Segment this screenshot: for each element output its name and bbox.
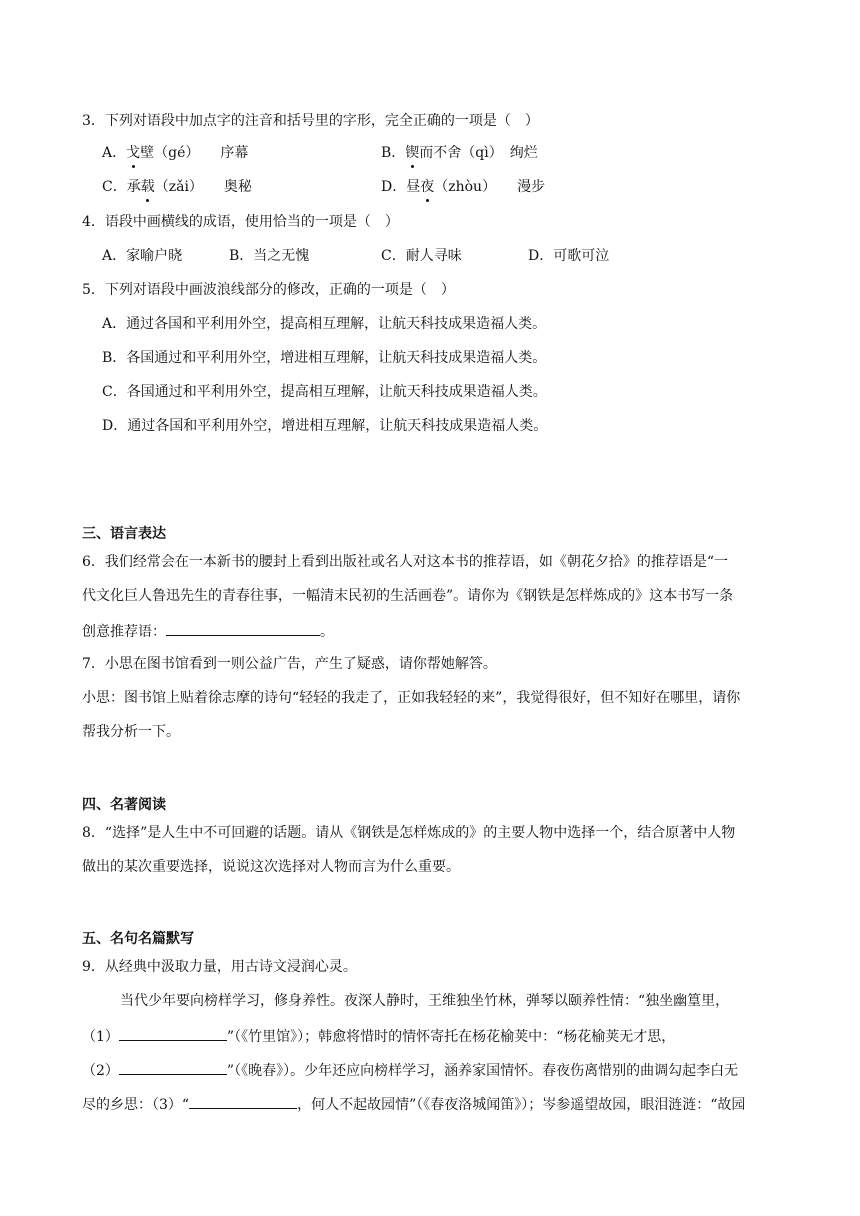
q3-option-c-prefix: C．承	[102, 179, 141, 195]
q3-option-c-rest: （zǎi） 奥秘	[154, 179, 252, 195]
q4-option-d[interactable]: D．可歌可泣	[528, 248, 610, 264]
q3-option-b[interactable]	[381, 143, 538, 163]
q9-blank-1[interactable]	[119, 1025, 227, 1041]
q6-line-1: 6．我们经常会在一本新书的腰封上看到出版社或名人对这本书的推荐语，如《朝花夕拾》的推荐语是“一	[82, 554, 729, 570]
q9-blank-2-label: （2）	[82, 1063, 119, 1079]
q3-option-d-dotted-char: 夜	[420, 179, 435, 195]
q3-option-a-prefix: A．	[102, 145, 127, 161]
q3-option-d[interactable]	[381, 177, 545, 197]
q8-line-1: 8．“选择”是人生中不可回避的话题。请从《钢铁是怎样炼成的》的主要人物中选择一个，结合原著中人物	[82, 825, 736, 841]
q8-line-2: 做出的某次重要选择，说说这次选择对人物而言为什么重要。	[82, 859, 460, 875]
section-3-heading: 三、语言表达	[82, 526, 166, 542]
q7-line-1: 小思：图书馆上贴着徐志摩的诗句“轻轻的我走了，正如我轻轻的来”，我觉得很好，但不知好在哪里，请你	[82, 690, 741, 706]
q9-stem: 9．从经典中汲取力量，用古诗文浸润心灵。	[82, 959, 357, 975]
q3-option-b-prefix: B．	[381, 145, 406, 161]
q9-paragraph-line-2	[82, 1025, 675, 1047]
q6-line-2: 代文化巨人鲁迅先生的青春往事，一幅清末民初的生活画卷”。请你为《钢铁是怎样炼成的》这本书写一条	[82, 588, 734, 604]
q6-line-3-suffix: 。	[320, 624, 334, 640]
q6-line-3	[82, 620, 334, 642]
q6-line-3-prefix: 创意推荐语：	[82, 624, 166, 640]
q3-option-a-rest: 壁（gé） 序幕	[140, 145, 249, 161]
q9-blank-2[interactable]	[119, 1059, 227, 1075]
q3-option-b-dotted-char: 锲	[405, 145, 420, 161]
q5-option-b[interactable]: B．各国通过和平利用外空，增进相互理解，让航天科技成果造福人类。	[102, 350, 547, 366]
q5-option-d[interactable]: D．通过各国和平利用外空，增进相互理解，让航天科技成果造福人类。	[102, 418, 548, 434]
q9-blank-3[interactable]	[189, 1093, 297, 1109]
q9-paragraph-line-2-text: ”（《竹里馆》）；韩愈将惜时的情怀寄托在杨花榆荚中：“杨花榆荚无才思，	[226, 1029, 676, 1045]
q3-option-b-rest: 而不舍（qì） 绚烂	[419, 145, 538, 161]
q5-stem: 5．下列对语段中画波浪线部分的修改，正确的一项是（ ）	[82, 282, 455, 298]
q9-blank-1-label: （1）	[82, 1029, 119, 1045]
q6-answer-blank[interactable]	[166, 620, 320, 636]
q3-option-a-dotted-char: 戈	[126, 145, 141, 161]
q3-option-c[interactable]	[102, 177, 252, 197]
q4-option-c[interactable]: C．耐人寻味	[381, 248, 462, 264]
q9-paragraph-line-3-text: ”（《晚春》）。少年还应向榜样学习，涵养家国情怀。春夜伤离惜别的曲调勾起李白无	[226, 1063, 739, 1079]
section-5-heading: 五、名句名篇默写	[82, 931, 194, 947]
q7-stem: 7．小思在图书馆看到一则公益广告，产生了疑惑，请你帮她解答。	[82, 656, 497, 672]
q9-paragraph-line-3	[82, 1059, 738, 1081]
q3-stem: 3．下列对语段中加点字的注音和括号里的字形，完全正确的一项是（ ）	[82, 113, 539, 129]
q9-blank-3-label: 尽的乡思：（3）“	[82, 1097, 190, 1113]
q3-option-d-rest: （zhòu） 漫步	[434, 179, 546, 195]
q7-line-2: 帮我分析一下。	[82, 724, 180, 740]
section-4-heading: 四、名著阅读	[82, 797, 166, 813]
q5-option-c[interactable]: C．各国通过和平利用外空，提高相互理解，让航天科技成果造福人类。	[102, 384, 547, 400]
q3-option-c-dotted-char: 载	[140, 179, 155, 195]
q9-paragraph-line-4-text: ，何人不起故园情”（《春夜洛城闻笛》）；岑参遥望故园，眼泪涟涟：“故园	[297, 1097, 746, 1113]
q3-option-d-prefix: D．昼	[381, 179, 421, 195]
q9-paragraph-line-1: 当代少年要向榜样学习，修身养性。夜深人静时，王维独坐竹林，弹琴以颐养性情：“独坐幽篁里，	[120, 993, 730, 1009]
q9-paragraph-line-4	[82, 1093, 745, 1115]
q4-option-b[interactable]: B．当之无愧	[229, 248, 310, 264]
q5-option-a[interactable]: A．通过各国和平利用外空，提高相互理解，让航天科技成果造福人类。	[102, 316, 547, 332]
q4-stem: 4．语段中画横线的成语，使用恰当的一项是（ ）	[82, 214, 399, 230]
q4-option-a[interactable]: A．家喻户晓	[102, 248, 183, 264]
q3-option-a[interactable]	[102, 143, 248, 163]
